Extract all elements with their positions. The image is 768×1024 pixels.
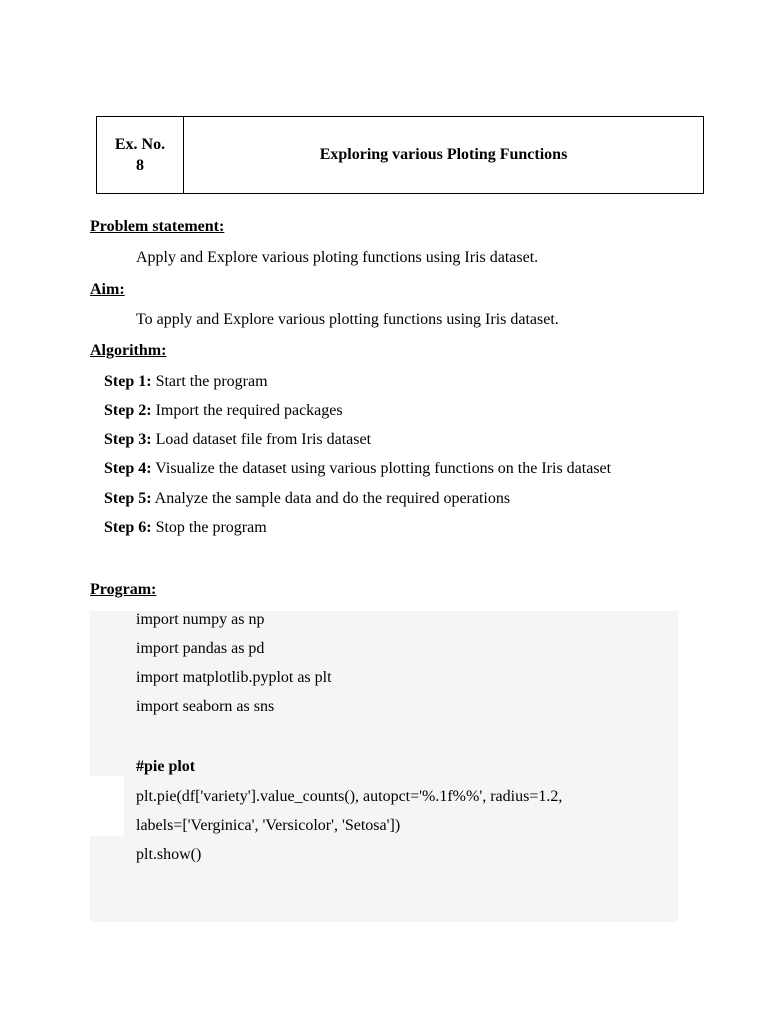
algorithm-step — [104, 519, 267, 537]
step-label: Step 2: — [104, 402, 152, 419]
algorithm-step — [104, 460, 611, 478]
exercise-title-cell — [184, 117, 703, 193]
algorithm-heading: Algorithm: — [90, 342, 167, 359]
algorithm-step — [104, 373, 268, 391]
code-line: plt.show() — [136, 846, 202, 863]
program-heading: Program: — [90, 581, 157, 598]
exercise-number: 8 — [136, 157, 144, 174]
step-text: Load dataset file from Iris dataset — [151, 431, 372, 448]
exercise-number-cell — [97, 117, 184, 193]
step-text: Start the program — [151, 373, 268, 390]
step-text: Import the required packages — [151, 402, 343, 419]
step-text: Analyze the sample data and do the required operations — [151, 490, 511, 507]
code-comment: #pie plot — [136, 758, 196, 775]
problem-statement-text: Apply and Explore various ploting functions using Iris dataset. — [136, 249, 539, 266]
code-block-background — [90, 611, 678, 776]
exercise-title: Exploring various Ploting Functions — [319, 146, 568, 163]
problem-statement-heading: Problem statement: — [90, 218, 225, 235]
algorithm-step — [104, 402, 343, 420]
code-line: import pandas as pd — [136, 640, 265, 657]
aim-heading: Aim: — [90, 281, 125, 298]
step-text: Visualize the dataset using various plotting functions on the Iris dataset — [151, 460, 612, 477]
algorithm-step — [104, 431, 371, 449]
step-label: Step 6: — [104, 519, 152, 536]
code-line: labels=['Verginica', 'Versicolor', 'Setosa']) — [136, 817, 401, 834]
aim-text: To apply and Explore various plotting functions using Iris dataset. — [136, 311, 559, 328]
exercise-header-table — [96, 116, 704, 194]
step-label: Step 4: — [104, 460, 152, 477]
step-label: Step 3: — [104, 431, 152, 448]
step-label: Step 5: — [104, 490, 152, 507]
code-line: plt.pie(df['variety'].value_counts(), autopct='%.1f%%', radius=1.2, — [136, 788, 563, 805]
code-line: import seaborn as sns — [136, 698, 275, 715]
algorithm-step — [104, 490, 510, 508]
step-label: Step 1: — [104, 373, 152, 390]
code-line: import numpy as np — [136, 611, 265, 628]
exercise-number-label: Ex. No. — [114, 136, 166, 153]
step-text: Stop the program — [151, 519, 267, 536]
code-line: import matplotlib.pyplot as plt — [136, 669, 332, 686]
